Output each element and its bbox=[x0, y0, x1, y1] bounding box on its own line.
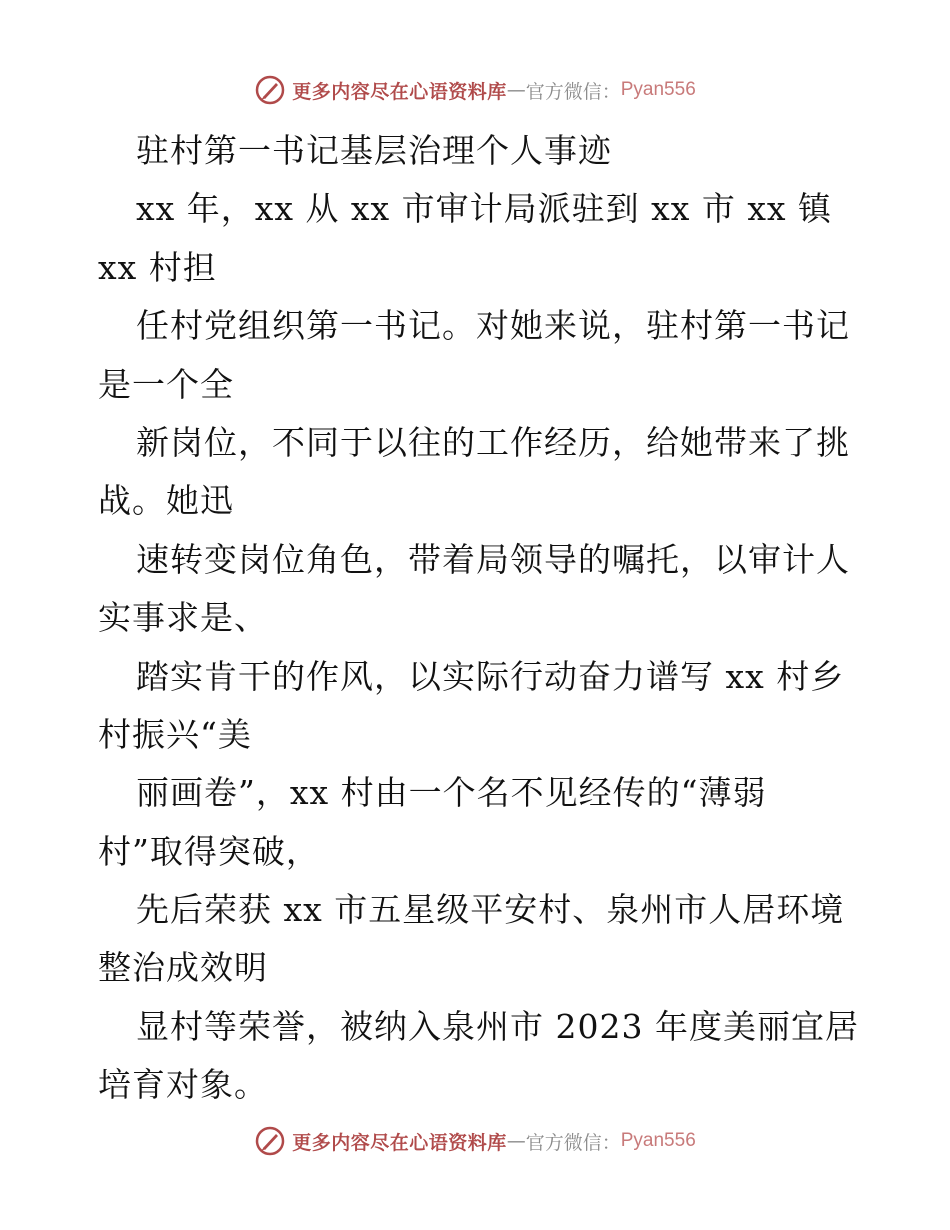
banner-separator: — bbox=[506, 1130, 526, 1152]
banner-wechat-id: Pyan556 bbox=[620, 1130, 696, 1151]
text-line: 踏实肯干的作风，以实际行动奋力谱写 xx 村乡 bbox=[136, 656, 845, 696]
text-line: 实事求是、 bbox=[98, 598, 268, 638]
text-line: 培育对象。 bbox=[98, 1065, 268, 1105]
quill-pen-logo-icon bbox=[254, 74, 286, 106]
banner-wechat-label: 官方微信： bbox=[525, 80, 621, 103]
text-line: 先后荣获 xx 市五星级平安村、泉州市人居环境 bbox=[136, 890, 845, 930]
document-title: 驻村第一书记基层治理个人事迹 bbox=[136, 131, 612, 170]
text-line: 是一个全 bbox=[98, 364, 234, 404]
text-line: xx 村担 bbox=[98, 247, 217, 287]
banner-wechat-label: 官方微信： bbox=[525, 1131, 621, 1154]
text-line: 速转变岗位角色，带着局领导的嘱托，以审计人 bbox=[136, 539, 850, 579]
text-line: xx 年，xx 从 xx 市审计局派驻到 xx 市 xx 镇 bbox=[136, 189, 833, 229]
text-line: 丽画卷”，xx 村由一个名不见经传的“薄弱 bbox=[136, 773, 767, 813]
text-line: 任村党组织第一书记。对她来说，驻村第一书记 bbox=[136, 306, 850, 346]
text-line: 战。她迅 bbox=[98, 481, 234, 521]
banner-wechat-id: Pyan556 bbox=[620, 79, 696, 100]
banner-library-name: 更多内容尽在心语资料库 bbox=[292, 1131, 507, 1154]
footer-banner bbox=[0, 1121, 950, 1161]
quill-pen-logo-icon bbox=[254, 1125, 286, 1157]
text-line: 整治成效明 bbox=[98, 948, 268, 988]
text-line: 村”取得突破， bbox=[98, 831, 320, 871]
header-banner bbox=[0, 70, 950, 110]
text-line: 村振兴“美 bbox=[98, 714, 252, 754]
text-line: 新岗位，不同于以往的工作经历，给她带来了挑 bbox=[136, 422, 850, 462]
document-body bbox=[98, 122, 858, 1115]
banner-library-name: 更多内容尽在心语资料库 bbox=[292, 80, 507, 103]
text-line: 显村等荣誉，被纳入泉州市 2023 年度美丽宜居 bbox=[136, 1006, 859, 1046]
banner-separator: — bbox=[506, 79, 526, 101]
